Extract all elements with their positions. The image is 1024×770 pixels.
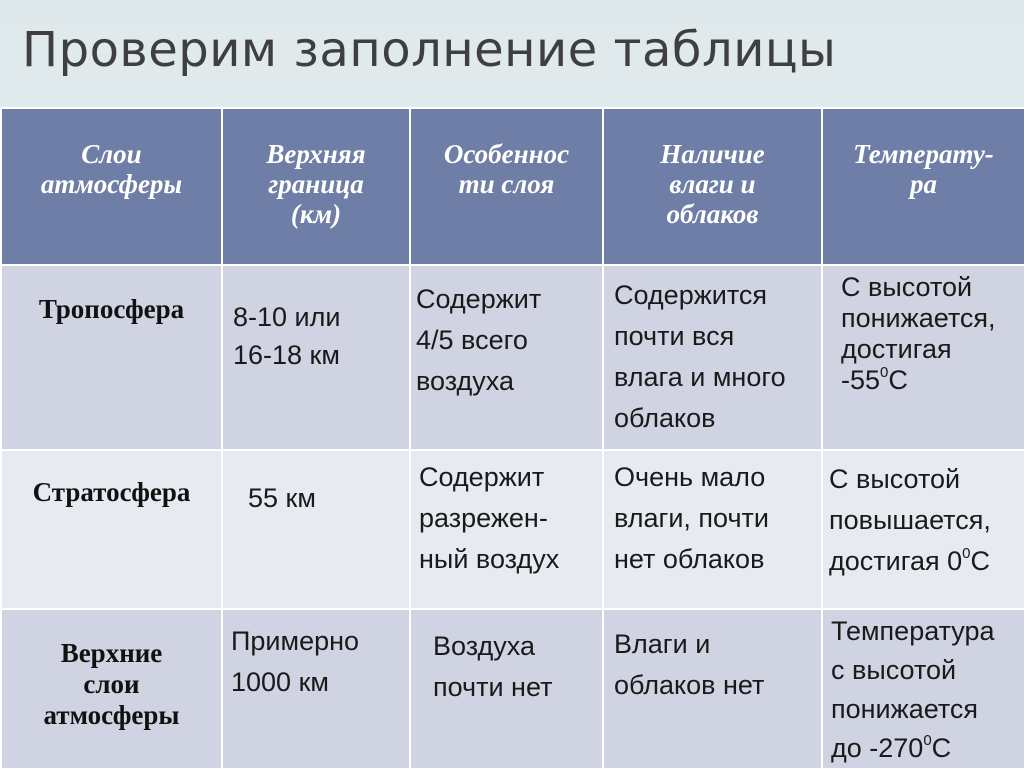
feature-cell bbox=[410, 265, 603, 450]
table-row bbox=[1, 265, 1024, 450]
feature-cell bbox=[410, 450, 603, 609]
moisture-cell bbox=[603, 609, 822, 769]
temperature-value bbox=[823, 451, 1024, 582]
layer-cell bbox=[1, 450, 222, 609]
temperature-cell bbox=[822, 609, 1024, 769]
header-moisture: Наличие влаги и облаков bbox=[660, 139, 765, 229]
table-row bbox=[1, 609, 1024, 769]
degree-mark: 0 bbox=[962, 545, 971, 562]
moisture-cell bbox=[603, 450, 822, 609]
boundary-value: 8-10 или 16-18 км bbox=[233, 302, 341, 370]
header-temperature: Температу- ра bbox=[853, 139, 994, 199]
temperature-cell bbox=[822, 265, 1024, 450]
header-boundary: Верхняя граница (км) bbox=[266, 139, 366, 229]
header-features: Особеннос ти слоя bbox=[443, 139, 570, 199]
temperature-unit: С bbox=[931, 733, 952, 763]
header-cell-moisture bbox=[603, 108, 822, 265]
slide-title: Проверим заполнение таблицы bbox=[22, 22, 837, 78]
temperature-text: С высотой повышается, достигая 0 bbox=[829, 464, 991, 576]
moisture-cell bbox=[603, 265, 822, 450]
moisture-value: Содержится почти вся влага и много облаков bbox=[614, 280, 786, 433]
table-header-row bbox=[1, 108, 1024, 265]
feature-value: Содержит 4/5 всего воздуха bbox=[416, 284, 542, 396]
degree-mark: 0 bbox=[880, 364, 889, 381]
header-cell-boundary bbox=[222, 108, 410, 265]
header-cell-temperature bbox=[822, 108, 1024, 265]
table-row bbox=[1, 450, 1024, 609]
degree-mark: 0 bbox=[923, 732, 932, 749]
layer-name: Тропосфера bbox=[38, 294, 185, 324]
moisture-value: Влаги и облаков нет bbox=[614, 629, 765, 700]
boundary-value: 55 км bbox=[248, 483, 316, 513]
temperature-unit: С bbox=[970, 546, 990, 576]
temperature-cell bbox=[822, 450, 1024, 609]
boundary-cell bbox=[222, 450, 410, 609]
feature-cell bbox=[410, 609, 603, 769]
temperature-value bbox=[823, 610, 1024, 764]
layer-cell bbox=[1, 265, 222, 450]
temperature-unit: С bbox=[888, 365, 908, 395]
boundary-cell bbox=[222, 609, 410, 769]
layer-cell bbox=[1, 609, 222, 769]
temperature-text: Температура с высотой понижается до -270 bbox=[831, 616, 995, 763]
layer-name: Верхние слои атмосферы bbox=[43, 638, 180, 730]
temperature-text: С высотой понижается, достигая -55 bbox=[841, 272, 996, 395]
temperature-value bbox=[823, 266, 1024, 396]
atmosphere-table bbox=[0, 107, 1024, 770]
header-cell-layers bbox=[1, 108, 222, 265]
header-layers: Слои атмосферы bbox=[40, 139, 183, 199]
feature-value: Воздуха почти нет bbox=[433, 631, 553, 702]
layer-name: Стратосфера bbox=[32, 477, 191, 507]
moisture-value: Очень мало влаги, почти нет облаков bbox=[614, 462, 769, 574]
header-cell-features bbox=[410, 108, 603, 265]
boundary-cell bbox=[222, 265, 410, 450]
boundary-value: Примерно 1000 км bbox=[231, 626, 360, 697]
feature-value: Содержит разрежен- ный воздух bbox=[419, 462, 560, 574]
